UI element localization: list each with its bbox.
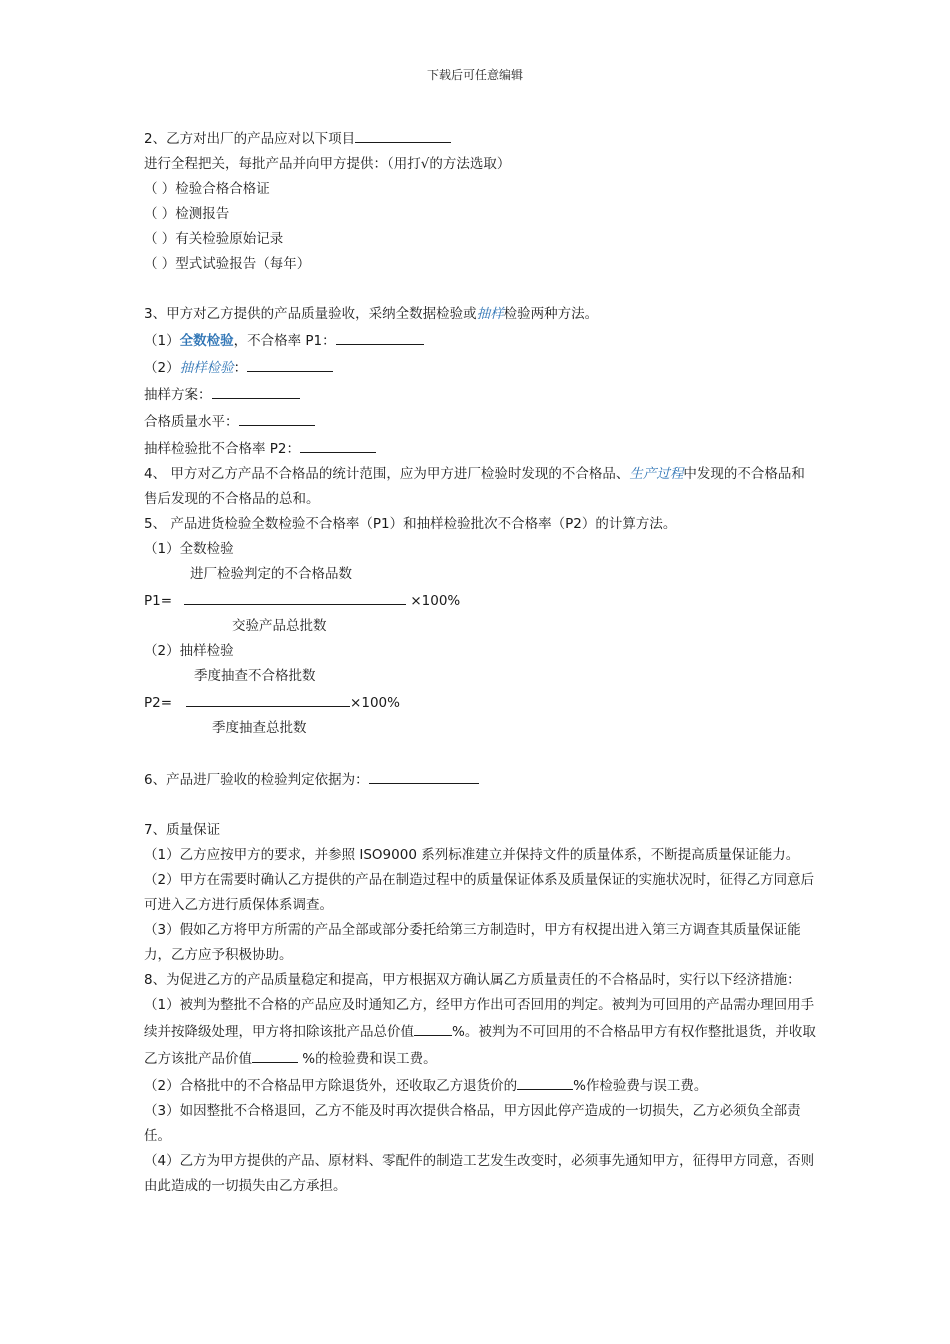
formula-2-label: （2）抽样检验: [144, 643, 234, 659]
formula-1-numerator: 进厂检验判定的不合格品数: [190, 566, 352, 582]
formula-2-denominator: 季度抽查总批数: [212, 720, 307, 736]
checkbox-item-1: （ ）检验合格合格证: [144, 181, 270, 197]
blank-underline: [369, 766, 479, 784]
blank-underline: [517, 1072, 573, 1090]
section-3-text-a: 3、甲方对乙方提供的产品质量验收，采纳全数据检验或: [144, 306, 477, 322]
para-text-a: （2）合格批中的不合格品甲方除退货外，还收取乙方退货价的: [144, 1078, 518, 1094]
checkbox-item-2: （ ）检测报告: [144, 206, 230, 222]
section-6: [144, 766, 816, 793]
line-text: ，不合格率 P1：: [233, 333, 336, 349]
sampling-inspection-link[interactable]: 抽样检验: [179, 360, 234, 376]
section-4-text-b: 中发现的不合格品和售后发现的不合格品的总和。: [144, 466, 805, 507]
section-7-para-2: （2）甲方在需要时确认乙方提供的产品在制造过程中的质量保证体系及质量保证的实施状况时，征得乙方同意后可进入乙方进行质保体系调查。: [144, 872, 815, 913]
blank-underline: [247, 354, 333, 372]
formula-lhs: P1=: [144, 593, 173, 609]
checkbox-item-4: （ ）型式试验报告（每年）: [144, 256, 311, 272]
checkbox-item-3: （ ）有关检验原始记录: [144, 231, 284, 247]
formula-1-line: [144, 587, 816, 614]
line-text: 合格质量水平：: [144, 414, 239, 430]
section-7-title: 7、质量保证: [144, 822, 221, 838]
section-8-title: 8、为促进乙方的产品质量稳定和提高，甲方根据双方确认属乙方质量责任的不合格品时，实行以下经济措施：: [144, 972, 801, 988]
sampling-link[interactable]: 抽样: [476, 306, 504, 322]
section-3-text-b: 检验两种方法。: [503, 306, 599, 322]
formula-2-numerator: 季度抽查不合格批数: [194, 668, 316, 684]
production-process-link[interactable]: 生产过程: [629, 466, 684, 482]
section-3-line-1: [144, 327, 816, 354]
section-4: [144, 462, 816, 512]
section-4-text-a: 4、 甲方对乙方产品不合格品的统计范围，应为甲方进厂检验时发现的不合格品、: [144, 466, 630, 482]
section-3-intro: [144, 302, 816, 327]
formula-1-label: （1）全数检验: [144, 541, 234, 557]
line-text: 抽样检验批不合格率 P2：: [144, 441, 301, 457]
section-8-para-3: （3）如因整批不合格退回，乙方不能及时再次提供合格品，甲方因此停产造成的一切损失，乙方必须负全部责任。: [144, 1103, 801, 1144]
section-2-text-b: 进行全程把关，每批产品并向甲方提供：（用打√的方法选取）: [144, 156, 511, 172]
document-body: [144, 125, 816, 1199]
section-3-line-2: [144, 354, 816, 381]
section-2-intro: [144, 125, 816, 177]
fraction-bar: [184, 587, 406, 605]
formula-lhs: P2=: [144, 695, 173, 711]
line-prefix: （2）: [144, 360, 180, 376]
blank-underline: [239, 408, 315, 426]
section-8-para-4: （4）乙方为甲方提供的产品、原材料、零配件的制造工艺发生改变时，必须事先通知甲方，征得甲方同意，否则由此造成的一切损失由乙方承担。: [144, 1153, 815, 1194]
section-6-text: 6、产品进厂验收的检验判定依据为：: [144, 772, 369, 788]
section-8-para-2: [144, 1072, 816, 1099]
blank-underline: [355, 125, 451, 143]
section-7-para-3: （3）假如乙方将甲方所需的产品全部或部分委托给第三方制造时，甲方有权提出进入第三方调查其质量保证能力，乙方应予积极协助。: [144, 922, 801, 963]
fraction-bar: [186, 689, 350, 707]
formula-1-denominator: 交验产品总批数: [232, 618, 327, 634]
para-text-b: %作检验费与误工费。: [573, 1078, 708, 1094]
blank-underline: [252, 1045, 298, 1063]
section-7-para-1: （1）乙方应按甲方的要求，并参照 ISO9000 系列标准建立并保持文件的质量体系，不断提高质量保证能力。: [144, 847, 800, 863]
section-3-line-3: [144, 381, 816, 408]
section-3-line-4: [144, 408, 816, 435]
blank-underline: [212, 381, 300, 399]
line-text: 抽样方案：: [144, 387, 212, 403]
formula-rhs: ×100%: [410, 593, 461, 609]
section-5-title: 5、 产品进货检验全数检验不合格率（P1）和抽样检验批次不合格率（P2）的计算方法。: [144, 516, 677, 532]
formula-rhs: ×100%: [350, 695, 400, 711]
para-text-c: %的检验费和误工费。: [298, 1051, 437, 1067]
section-2-text-a: 2、乙方对出厂的产品应对以下项目: [144, 131, 356, 147]
line-prefix: （1）: [144, 333, 180, 349]
section-3-line-5: [144, 435, 816, 462]
line-text: ：: [233, 360, 248, 376]
blank-underline: [300, 435, 376, 453]
formula-2-line: [144, 689, 816, 716]
blank-underline: [414, 1018, 452, 1036]
para-text-a: （1）被判为整批不合格的产品应及时通知乙方，经甲方作出可否回用的判定。被判为可回用的产品需办理回用手续并按降级处理，甲方将扣除该批产品总价值: [144, 997, 815, 1040]
page-header: 下载后可任意编辑: [426, 68, 523, 82]
para-text-b: %。被判为不可回用的不合格品甲方有权作整批退货，并收取乙方该批产品价值: [144, 1024, 816, 1067]
blank-underline: [336, 327, 424, 345]
full-inspection-link[interactable]: 全数检验: [179, 333, 234, 349]
section-8-para-1: [144, 993, 816, 1072]
